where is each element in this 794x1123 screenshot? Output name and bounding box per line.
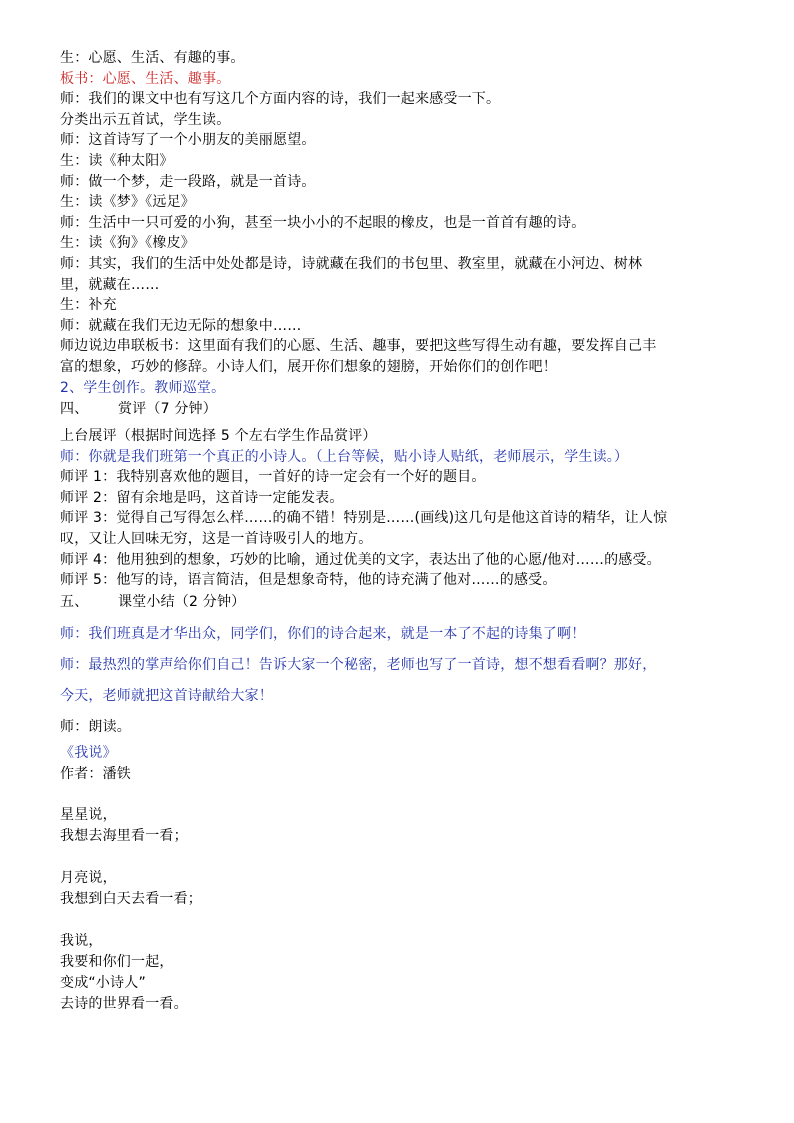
creation-step-line: 2、学生创作。教师巡堂。 — [60, 379, 226, 396]
text-line: 师：做一个梦，走一段路，就是一首诗。 — [60, 173, 316, 190]
summary-line: 师：朗读。 — [60, 718, 131, 735]
section-heading-review — [60, 398, 760, 420]
review-intro: 上台展评（根据时间选择 5 个左右学生作品赏评） — [60, 428, 377, 445]
text-line: 师：这首诗写了一个小朋友的美丽愿望。 — [60, 132, 316, 149]
section-title: 赏评（7 分钟） — [118, 401, 217, 418]
review-comment: 叹，又让人回味无穷，这是一首诗吸引人的地方。 — [60, 531, 373, 548]
text-line: 师：其实，我们的生活中处处都是诗，诗就藏在我们的书包里、教室里，就藏在小河边、树林 — [60, 255, 643, 272]
blackboard-line: 板书：心愿、生活、趣事。 — [60, 70, 231, 87]
poem-line: 星星说， — [60, 807, 117, 824]
stanza-gap — [60, 785, 760, 806]
poem-line: 我想到白天去看一看； — [60, 891, 202, 908]
poem-line: 变成“小诗人” — [60, 974, 146, 991]
text-line: 分类出示五首试，学生读。 — [60, 111, 231, 128]
poem-line: 我想去海里看一看； — [60, 828, 188, 845]
summary-line: 师：最热烈的掌声给你们自己！告诉大家一个秘密，老师也写了一首诗，想不想看看啊？那好， — [60, 656, 657, 673]
stanza-gap — [60, 847, 760, 868]
review-comment: 师评 2：留有余地是吗，这首诗一定能发表。 — [60, 489, 344, 506]
section-heading-summary — [60, 591, 760, 613]
review-comment: 师评 3：觉得自己写得怎么样……的确不错！特别是……(画线)这几句是他这首诗的精华，让人惊 — [60, 510, 668, 527]
summary-line: 师：我们班真是才华出众，同学们，你们的诗合起来，就是一本了不起的诗集了啊！ — [60, 625, 586, 642]
poem-author: 作者：潘铁 — [60, 765, 131, 782]
review-comment: 师评 4：他用独到的想象，巧妙的比喻，通过优美的文字，表达出了他的心愿/他对……的感受。 — [60, 551, 661, 568]
stanza-gap — [60, 910, 760, 931]
text-line: 师边说边串联板书：这里面有我们的心愿、生活、趣事，要把这些写得生动有趣，要发挥自己丰 — [60, 338, 657, 355]
text-line: 生：读《梦》《远足》 — [60, 194, 195, 211]
poem-title: 《我说》 — [60, 744, 117, 761]
poem-line: 我说， — [60, 932, 103, 949]
text-line: 师：生活中一只可爱的小狗，甚至一块小小的不起眼的橡皮，也是一首首有趣的诗。 — [60, 214, 586, 231]
review-teacher-line: 师：你就是我们班第一个真正的小诗人。（上台等候，贴小诗人贴纸，老师展示，学生读。） — [60, 448, 629, 465]
summary-line: 今天，老师就把这首诗献给大家！ — [60, 687, 273, 704]
document-page — [60, 48, 760, 1015]
section-title: 课堂小结（2 分钟） — [118, 593, 246, 610]
text-line: 生：读《种太阳》 — [60, 152, 174, 169]
text-line: 师：就藏在我们无边无际的想象中…… — [60, 317, 302, 334]
poem-line: 我要和你们一起， — [60, 953, 174, 970]
poem-line: 去诗的世界看一看。 — [60, 995, 188, 1012]
text-line: 里，就藏在…… — [60, 276, 160, 293]
review-comment: 师评 1：我特别喜欢他的题目，一首好的诗一定会有一个好的题目。 — [60, 469, 486, 486]
text-line: 师：我们的课文中也有写这几个方面内容的诗，我们一起来感受一下。 — [60, 91, 501, 108]
section-number: 五、 — [60, 593, 89, 610]
text-line: 生：补充 — [60, 297, 117, 314]
text-line: 生：心愿、生活、有趣的事。 — [60, 50, 245, 66]
text-line: 生：读《狗》《橡皮》 — [60, 235, 195, 252]
review-comment: 师评 5：他写的诗，语言简洁，但是想象奇特，他的诗充满了他对……的感受。 — [60, 572, 557, 589]
section-number: 四、 — [60, 401, 89, 418]
text-line: 富的想象，巧妙的修辞。小诗人们，展开你们想象的翅膀，开始你们的创作吧！ — [60, 358, 557, 375]
poem-line: 月亮说， — [60, 870, 117, 887]
